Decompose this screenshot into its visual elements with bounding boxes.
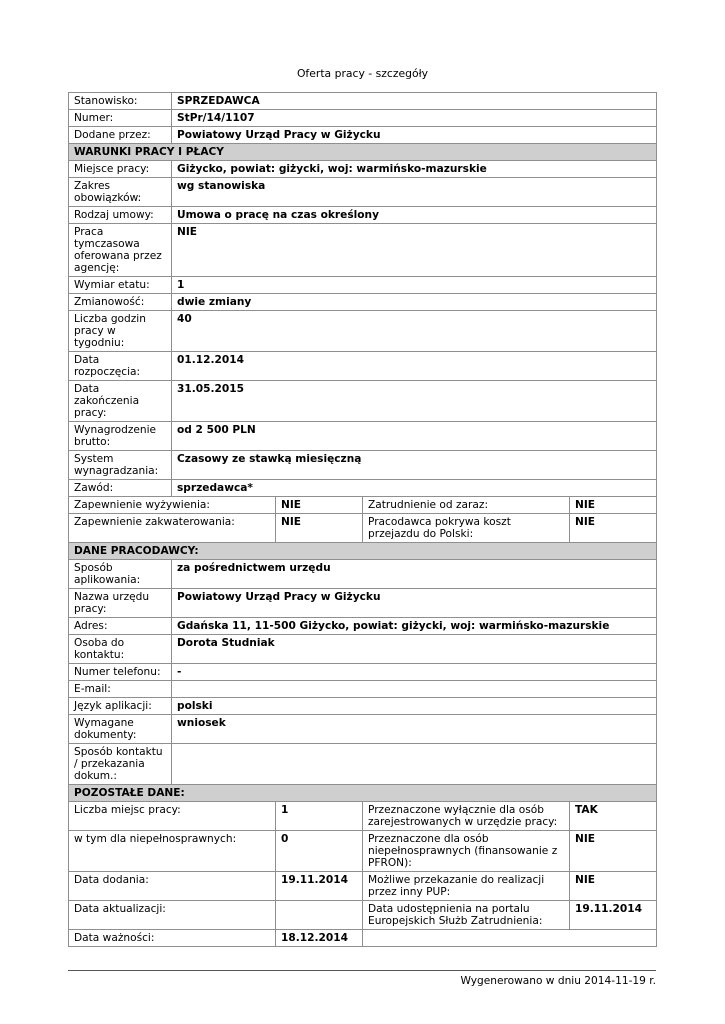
empty-cell [363, 930, 657, 947]
value-wyzywienie: NIE [276, 497, 363, 514]
value-liczba-miejsc: 1 [276, 802, 363, 831]
row-nazwa-urzedu [69, 589, 657, 618]
label-przejazd: Pracodawca pokrywa koszt przejazdu do Polski: [363, 514, 570, 543]
label-rodzaj-umowy: Rodzaj umowy: [69, 207, 172, 224]
label-dodane-przez: Dodane przez: [69, 127, 172, 144]
value-numer-telefonu: - [172, 664, 657, 681]
row-system-wynagradzania [69, 451, 657, 480]
value-adres: Gdańska 11, 11-500 Giżycko, powiat: giżycki, woj: warmińsko-mazurskie [172, 618, 657, 635]
label-zarejestrowani: Przeznaczone wyłącznie dla osób zarejestrowanych w urzędzie pracy: [363, 802, 570, 831]
value-sposob-kontaktu [172, 744, 657, 785]
row-email [69, 681, 657, 698]
value-wymiar-etatu: 1 [172, 277, 657, 294]
value-portal: 19.11.2014 [570, 901, 657, 930]
label-inny-pup: Możliwe przekazanie do realizacji przez inny PUP: [363, 872, 570, 901]
row-adres [69, 618, 657, 635]
row-praca-tymczasowa [69, 224, 657, 277]
value-wymagane-dokumenty: wniosek [172, 715, 657, 744]
value-zmianowosc: dwie zmiany [172, 294, 657, 311]
row-data-aktualizacji [69, 901, 657, 930]
section-heading-pracodawca: DANE PRACODAWCY: [69, 543, 657, 560]
label-nazwa-urzedu: Nazwa urzędu pracy: [69, 589, 172, 618]
value-praca-tymczasowa: NIE [172, 224, 657, 277]
row-wymagane-dokumenty [69, 715, 657, 744]
value-zawod: sprzedawca* [172, 480, 657, 497]
value-zakres: wg stanowiska [172, 178, 657, 207]
row-jezyk-aplikacji [69, 698, 657, 715]
label-liczba-miejsc: Liczba miejsc pracy: [69, 802, 276, 831]
value-data-waznosci: 18.12.2014 [276, 930, 363, 947]
label-wymiar-etatu: Wymiar etatu: [69, 277, 172, 294]
row-rodzaj-umowy [69, 207, 657, 224]
value-data-dodania: 19.11.2014 [276, 872, 363, 901]
label-numer-telefonu: Numer telefonu: [69, 664, 172, 681]
label-jezyk-aplikacji: Język aplikacji: [69, 698, 172, 715]
row-zmianowosc [69, 294, 657, 311]
value-miejsce: Giżycko, powiat: giżycki, woj: warmińsko-mazurskie [172, 161, 657, 178]
value-data-rozpoczecia: 01.12.2014 [172, 352, 657, 381]
value-nazwa-urzedu: Powiatowy Urząd Pracy w Giżycku [172, 589, 657, 618]
row-wymiar-etatu [69, 277, 657, 294]
value-sposob-aplikowania: za pośrednictwem urzędu [172, 560, 657, 589]
value-system-wynagradzania: Czasowy ze stawką miesięczną [172, 451, 657, 480]
row-sposob-aplikowania [69, 560, 657, 589]
label-zakwaterowanie: Zapewnienie zakwaterowania: [69, 514, 276, 543]
row-miejsce [69, 161, 657, 178]
value-rodzaj-umowy: Umowa o pracę na czas określony [172, 207, 657, 224]
label-zmianowosc: Zmianowość: [69, 294, 172, 311]
row-zawod [69, 480, 657, 497]
value-inny-pup: NIE [570, 872, 657, 901]
value-liczba-godzin: 40 [172, 311, 657, 352]
section-pracodawca [69, 543, 657, 560]
section-heading-warunki: WARUNKI PRACY I PŁACY [69, 144, 657, 161]
value-od-zaraz: NIE [570, 497, 657, 514]
label-osoba-kontakt: Osoba do kontaktu: [69, 635, 172, 664]
row-data-zakonczenia [69, 381, 657, 422]
value-zarejestrowani: TAK [570, 802, 657, 831]
row-zakwaterowanie [69, 514, 657, 543]
generated-date: Wygenerowano w dniu 2014-11-19 r. [460, 975, 656, 987]
label-data-aktualizacji: Data aktualizacji: [69, 901, 276, 930]
row-liczba-godzin [69, 311, 657, 352]
page-title: Oferta pracy - szczegóły [296, 67, 429, 80]
label-zawod: Zawód: [69, 480, 172, 497]
value-przejazd: NIE [570, 514, 657, 543]
label-pfron: Przeznaczone dla osób niepełnosprawnych (finansowanie z PFRON): [363, 831, 570, 872]
value-niepelnosprawni: 0 [276, 831, 363, 872]
row-data-waznosci [69, 930, 657, 947]
row-liczba-miejsc [69, 802, 657, 831]
row-data-rozpoczecia [69, 352, 657, 381]
label-numer: Numer: [69, 110, 172, 127]
value-osoba-kontakt: Dorota Studniak [172, 635, 657, 664]
row-osoba-kontakt [69, 635, 657, 664]
label-data-waznosci: Data ważności: [69, 930, 276, 947]
footer-divider [68, 970, 656, 971]
value-data-aktualizacji [276, 901, 363, 930]
label-system-wynagradzania: System wynagradzania: [69, 451, 172, 480]
value-stanowisko: SPRZEDAWCA [172, 93, 657, 110]
label-adres: Adres: [69, 618, 172, 635]
label-sposob-aplikowania: Sposób aplikowania: [69, 560, 172, 589]
row-niepelnosprawni [69, 831, 657, 872]
section-warunki [69, 144, 657, 161]
offer-details-table [68, 92, 657, 947]
row-stanowisko [69, 93, 657, 110]
label-data-zakonczenia: Data zakończenia pracy: [69, 381, 172, 422]
label-liczba-godzin: Liczba godzin pracy w tygodniu: [69, 311, 172, 352]
label-sposob-kontaktu: Sposób kontaktu / przekazania dokum.: [69, 744, 172, 785]
label-zakres: Zakres obowiązków: [69, 178, 172, 207]
label-email: E-mail: [69, 681, 172, 698]
label-portal: Data udostępnienia na portalu Europejskich Służb Zatrudnienia: [363, 901, 570, 930]
row-wynagrodzenie [69, 422, 657, 451]
label-niepelnosprawni: w tym dla niepełnosprawnych: [69, 831, 276, 872]
row-dodane-przez [69, 127, 657, 144]
label-wynagrodzenie: Wynagrodzenie brutto: [69, 422, 172, 451]
value-dodane-przez: Powiatowy Urząd Pracy w Giżycku [172, 127, 657, 144]
value-email [172, 681, 657, 698]
row-numer [69, 110, 657, 127]
label-od-zaraz: Zatrudnienie od zaraz: [363, 497, 570, 514]
section-pozostale [69, 785, 657, 802]
row-data-dodania [69, 872, 657, 901]
value-wynagrodzenie: od 2 500 PLN [172, 422, 657, 451]
value-jezyk-aplikacji: polski [172, 698, 657, 715]
label-stanowisko: Stanowisko: [69, 93, 172, 110]
value-pfron: NIE [570, 831, 657, 872]
label-wyzywienie: Zapewnienie wyżywienia: [69, 497, 276, 514]
label-data-dodania: Data dodania: [69, 872, 276, 901]
section-heading-pozostale: POZOSTAŁE DANE: [69, 785, 657, 802]
label-data-rozpoczecia: Data rozpoczęcia: [69, 352, 172, 381]
row-sposob-kontaktu [69, 744, 657, 785]
row-zakres [69, 178, 657, 207]
label-miejsce: Miejsce pracy: [69, 161, 172, 178]
row-numer-telefonu [69, 664, 657, 681]
label-praca-tymczasowa: Praca tymczasowa oferowana przez agencję: [69, 224, 172, 277]
label-wymagane-dokumenty: Wymagane dokumenty: [69, 715, 172, 744]
row-wyzywienie [69, 497, 657, 514]
value-data-zakonczenia: 31.05.2015 [172, 381, 657, 422]
value-numer: StPr/14/1107 [172, 110, 657, 127]
value-zakwaterowanie: NIE [276, 514, 363, 543]
